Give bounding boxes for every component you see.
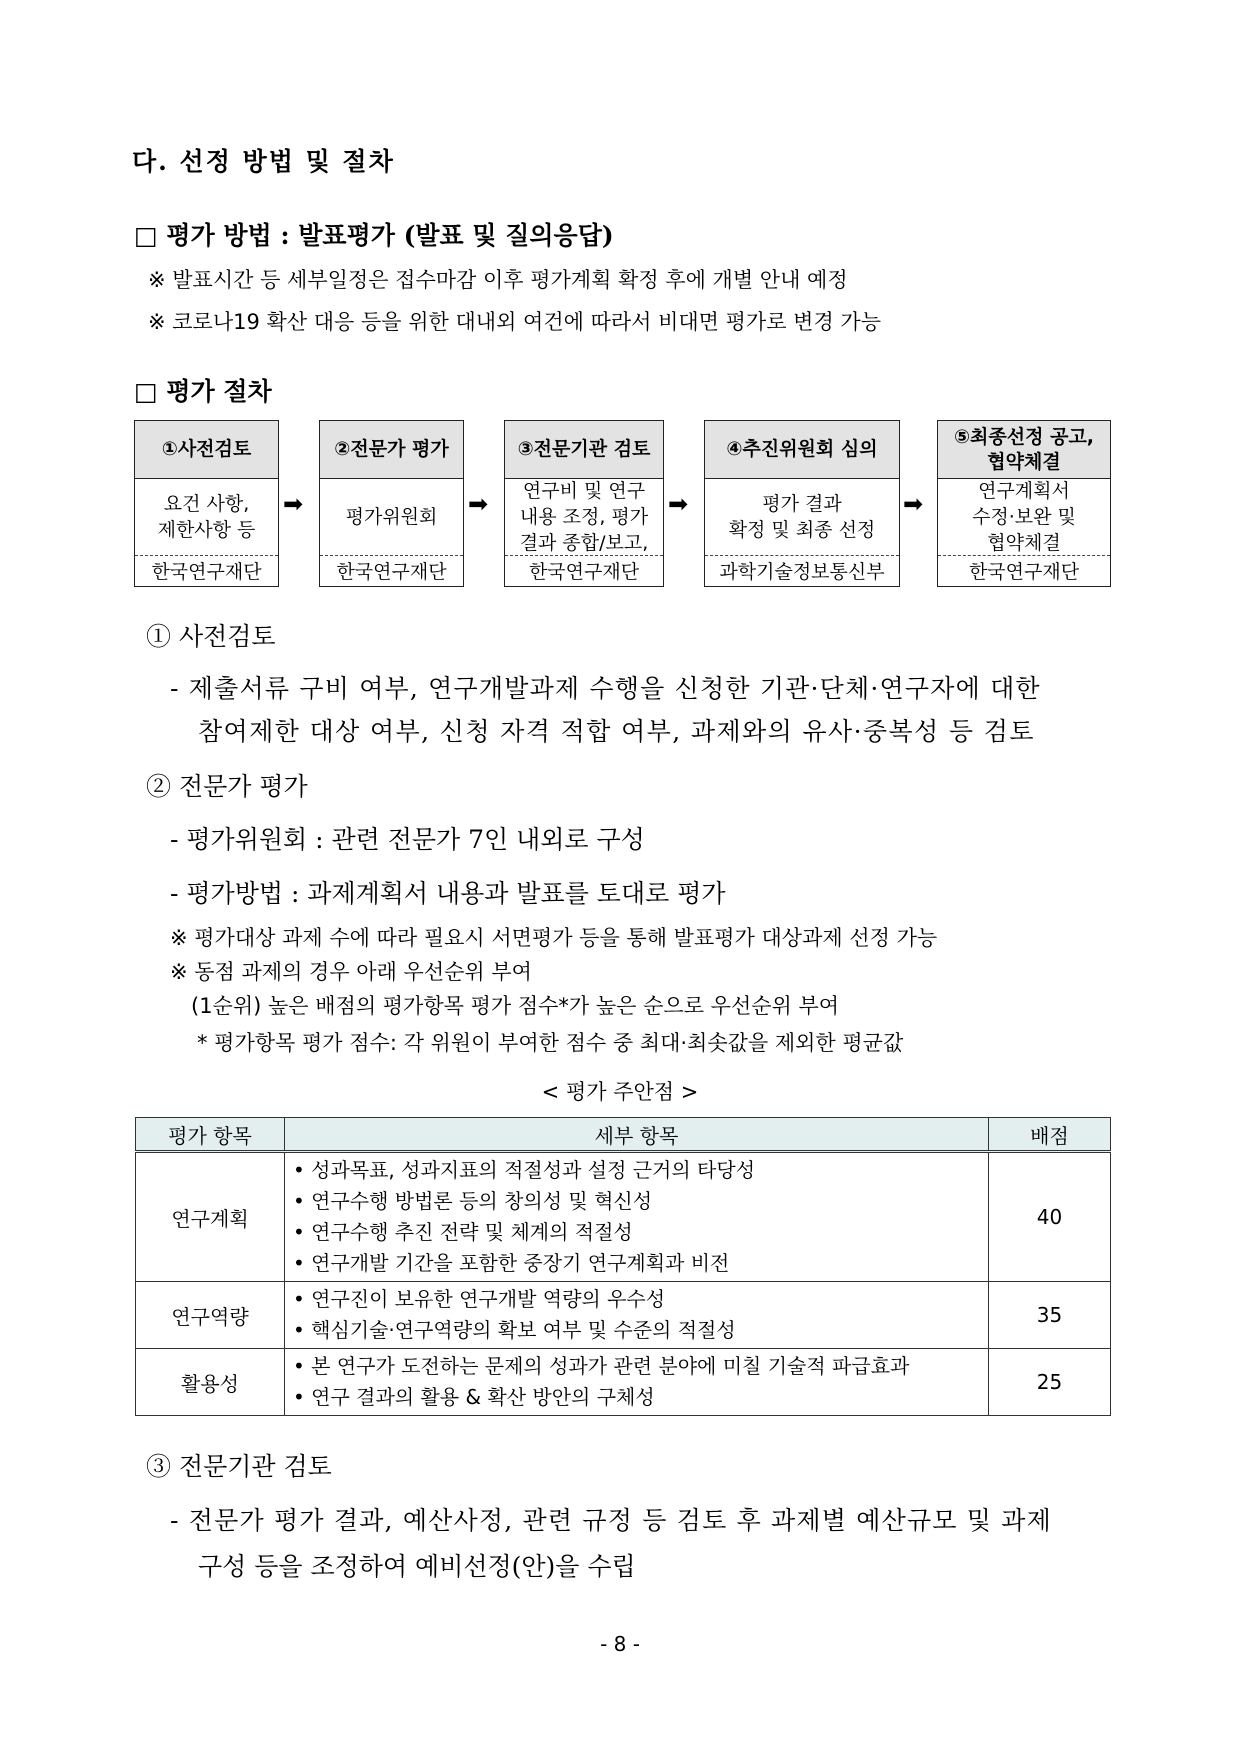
detail-item: • 연구 결과의 활용 & 확산 방안의 구체성 [293,1385,655,1409]
flow-step-body: 요건 사항, 제한사항 등 [157,493,256,541]
arrow-right-icon: ➡ [668,490,689,518]
row-category: 연구역량 [136,1282,285,1349]
arrow-right-icon: ➡ [903,490,924,518]
detail-item: • 성과목표, 성과지표의 적절성과 설정 근거의 타당성 [293,1158,756,1182]
eval-method-heading: □ 평가 방법 : 발표평가 (발표 및 질의응답) [134,221,614,250]
detail-item: • 핵심기술·연구역량의 확보 여부 및 수준의 적절성 [293,1318,736,1342]
flow-step-title: ④추진위원회 심의 [705,421,899,479]
flow-step-3 [504,420,664,587]
row-category: 활용성 [136,1349,285,1416]
item1-line-2: 참여제한 대상 여부, 신청 자격 적합 여부, 과제와의 유사·중복성 등 검토 [198,717,1035,746]
header-score: 배점 [989,1118,1111,1152]
eval-method-note-2: ※ 코로나19 확산 대응 등을 위한 대내외 여건에 따라서 비대면 평가로 변경 가능 [148,310,881,334]
item3-line-2: 구성 등을 조정하여 예비선정(안)을 수립 [198,1552,636,1581]
item2-priority: (1순위) 높은 배점의 평가항목 평가 점수*가 높은 순으로 우선순위 부여 [191,994,840,1018]
item2-line-2: - 평가방법 : 과제계획서 내용과 발표를 토대로 평가 [170,879,726,908]
table-row [136,1152,1111,1282]
flow-step-org: 한국연구재단 [505,555,663,584]
flow-step-org: 과학기술정보통신부 [705,555,899,584]
flow-step-1 [134,420,279,587]
flow-step-2 [319,420,464,587]
row-score: 25 [989,1349,1111,1416]
item1-line-1: - 제출서류 구비 여부, 연구개발과제 수행을 신청한 기관·단체·연구자에 대한 [170,674,1041,703]
item3-line-1: - 전문가 평가 결과, 예산사정, 관련 규정 등 검토 후 과제별 예산규모 및 과제 [170,1506,1053,1535]
header-category: 평가 항목 [136,1118,285,1152]
table-row [136,1349,1111,1416]
eval-procedure-heading: □ 평가 절차 [134,377,272,406]
flow-step-4 [704,420,900,587]
arrow-right-icon: ➡ [283,490,304,518]
row-details [285,1152,989,1282]
flow-step-org: 한국연구재단 [320,555,463,584]
page-number: - 8 - [600,1632,640,1656]
item2-title: ② 전문가 평가 [146,772,308,801]
flow-step-body: 평가 결과 확정 및 최종 선정 [728,493,876,541]
item2-note-1: ※ 평가대상 과제 수에 따라 필요시 서면평가 등을 통해 발표평가 대상과제 선정 가능 [170,926,938,950]
row-details [285,1282,989,1349]
detail-item: • 본 연구가 도전하는 문제의 성과가 관련 분야에 미칠 기술적 파급효과 [293,1354,910,1378]
flow-step-title: ③전문기관 검토 [505,421,663,479]
row-score: 40 [989,1152,1111,1282]
row-score: 35 [989,1282,1111,1349]
flow-step-title: ⑤최종선정 공고, 협약체결 [938,421,1110,479]
row-details [285,1349,989,1416]
arrow-right-icon: ➡ [468,490,489,518]
item1-title: ① 사전검토 [146,622,276,651]
item3-title: ③ 전문기관 검토 [146,1452,332,1481]
flow-step-title: ②전문가 평가 [320,421,463,479]
detail-item: • 연구수행 추진 전략 및 체계의 적절성 [293,1220,633,1244]
flow-step-org: 한국연구재단 [938,555,1110,584]
detail-item: • 연구수행 방법론 등의 창의성 및 혁신성 [293,1189,653,1213]
criteria-table [135,1117,1111,1416]
header-details: 세부 항목 [285,1118,989,1152]
detail-item: • 연구진이 보유한 연구개발 역량의 우수성 [293,1287,666,1311]
eval-method-note-1: ※ 발표시간 등 세부일정은 접수마감 이후 평가계획 확정 후에 개별 안내 예정 [148,268,848,292]
table-header-row [136,1118,1111,1152]
flow-step-org: 한국연구재단 [135,555,278,584]
table-caption: < 평가 주안점 > [541,1080,699,1104]
flow-step-title: ①사전검토 [135,421,278,479]
item2-line-1: - 평가위원회 : 관련 전문가 7인 내외로 구성 [170,825,645,854]
item2-note-2: ※ 동점 과제의 경우 아래 우선순위 부여 [170,960,532,984]
flow-step-body: 연구비 및 연구 내용 조정, 평가 결과 종합/보고, [519,480,649,554]
detail-item: • 연구개발 기간을 포함한 중장기 연구계획과 비전 [293,1251,730,1275]
row-category: 연구계획 [136,1152,285,1282]
table-row [136,1282,1111,1349]
section-title: 다. 선정 방법 및 절차 [132,147,395,176]
flow-step-5 [937,420,1111,587]
flow-step-body: 평가위원회 [345,506,438,528]
flow-step-body: 연구계획서 수정·보완 및 협약체결 [972,480,1076,554]
item2-footnote: * 평가항목 평가 점수: 각 위원이 부여한 점수 중 최대·최솟값을 제외한 평균값 [197,1031,904,1055]
